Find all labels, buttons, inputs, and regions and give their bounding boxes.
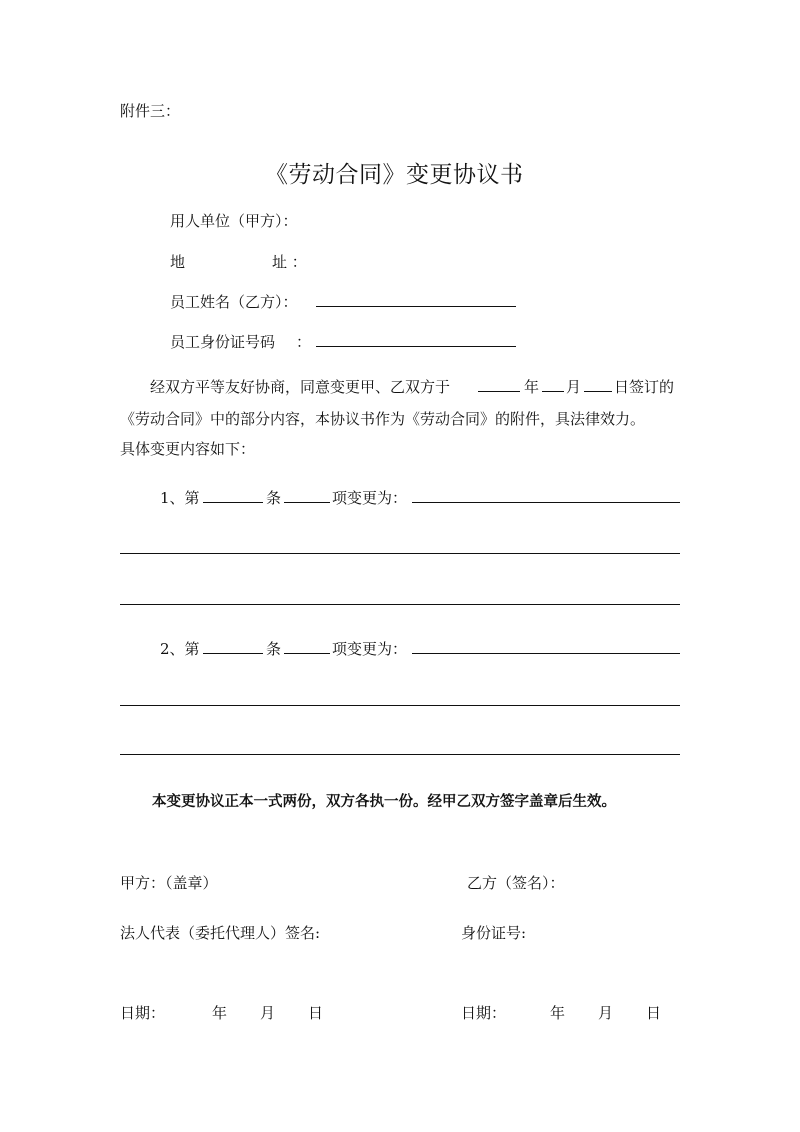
item-1-change-line	[412, 502, 680, 503]
item-2-line-3	[120, 754, 680, 755]
document-title: 《劳动合同》变更协议书	[265, 162, 524, 188]
item-2-line-2	[120, 705, 680, 706]
legal-rep-label: 法人代表（委托代理人）签名:	[120, 924, 321, 942]
item-2-prefix: 2、第	[160, 640, 200, 658]
employee-name-label: 员工姓名（乙方）：	[170, 293, 298, 311]
item-1-clause-blank	[284, 502, 330, 503]
item-1-article-blank	[203, 502, 263, 503]
address-label-left: 地	[170, 253, 186, 271]
intro-year-blank	[478, 391, 520, 392]
employee-id-colon: ：	[296, 333, 312, 351]
item-1-line-3	[120, 604, 680, 605]
employer-label: 用人单位（甲方）：	[170, 212, 298, 230]
party-a-date-month: 月	[260, 1004, 276, 1022]
item-2-article: 条	[266, 640, 282, 658]
item-2-article-blank	[203, 653, 263, 654]
party-b-date-day: 日	[646, 1004, 662, 1022]
party-a-date-day: 日	[308, 1004, 324, 1022]
party-b-label: 乙方（签名）：	[467, 874, 565, 892]
item-2-clause-blank	[284, 653, 330, 654]
employee-id-label: 员工身份证号码	[170, 333, 276, 351]
party-a-label: 甲方：（盖章）	[120, 874, 218, 892]
item-1-prefix: 1、第	[160, 489, 200, 507]
intro-month-blank	[542, 391, 564, 392]
id-number-label: 身份证号:	[461, 924, 527, 942]
party-a-date-label: 日期：	[120, 1004, 166, 1022]
intro-line-2: 《劳动合同》中的部分内容，本协议书作为《劳动合同》的附件，具法律效力。	[120, 410, 646, 428]
party-b-date-year: 年	[550, 1004, 566, 1022]
closing-statement: 本变更协议正本一式两份，双方各执一份。经甲乙双方签字盖章后生效。	[152, 793, 616, 810]
item-2-change-line	[412, 653, 680, 654]
intro-year: 年	[524, 378, 540, 396]
intro-line-3: 具体变更内容如下：	[120, 440, 256, 458]
item-1-article: 条	[266, 489, 282, 507]
item-2-clause: 项变更为：	[332, 640, 408, 658]
item-1-clause: 项变更为：	[332, 489, 408, 507]
party-b-date-label: 日期：	[461, 1004, 507, 1022]
intro-day: 日签订的	[614, 378, 675, 396]
address-label-right: 址 ：	[272, 253, 307, 271]
party-b-date-month: 月	[598, 1004, 614, 1022]
employee-id-line	[316, 346, 516, 347]
intro-line-1: 经双方平等友好协商，同意变更甲、乙双方于	[150, 378, 451, 396]
attachment-label: 附件三：	[120, 102, 181, 120]
intro-day-blank	[584, 391, 612, 392]
item-1-line-2	[120, 553, 680, 554]
employee-name-line	[316, 306, 516, 307]
party-a-date-year: 年	[212, 1004, 228, 1022]
intro-month: 月	[566, 378, 582, 396]
